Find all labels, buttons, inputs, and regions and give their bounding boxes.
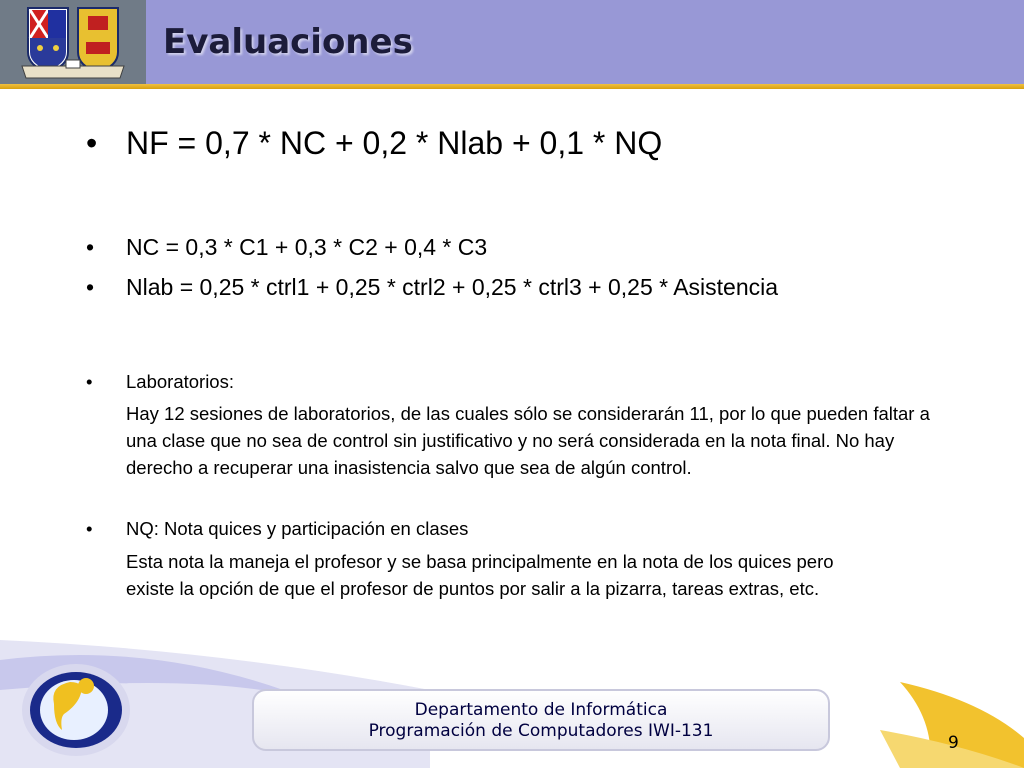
footer-department: Departamento de Informática xyxy=(414,700,668,720)
bullet-item xyxy=(86,124,662,162)
formula-nlab: Nlab = 0,25 * ctrl1 + 0,25 * ctrl2 + 0,25 * ctrl3 + 0,25 * Asistencia xyxy=(126,274,779,300)
page-number: 9 xyxy=(948,733,959,753)
bullet-marker: • xyxy=(86,371,93,392)
bullet-item xyxy=(86,517,468,541)
bullet-item xyxy=(86,274,778,301)
bullet-marker: • xyxy=(86,518,93,539)
bullet-marker: • xyxy=(86,234,95,260)
nq-detail: Esta nota la maneja el profesor y se basa principalmente en la nota de los quices pero existe la opción de que el profesor de puntos por salir a la pizarra, tareas extras, etc. xyxy=(126,551,834,599)
formula-nf: NF = 0,7 * NC + 0,2 * Nlab + 0,1 * NQ xyxy=(126,125,663,161)
laboratorios-heading: Laboratorios: xyxy=(126,371,234,392)
formula-nc: NC = 0,3 * C1 + 0,3 * C2 + 0,4 * C3 xyxy=(126,234,488,260)
footer-box xyxy=(252,689,830,751)
bullet-item xyxy=(86,234,487,261)
bullet-marker: • xyxy=(86,274,95,300)
laboratorios-detail: Hay 12 sesiones de laboratorios, de las cuales sólo se considerarán 11, por lo que pueden faltar a una clase que no sea de control sin justificativo y no será considerada en la nota final. No hay derecho a recuperar una inasistencia salvo que sea de algún control. xyxy=(126,403,930,478)
nq-heading: NQ: Nota quices y participación en clases xyxy=(126,518,469,539)
slide-title: Evaluaciones xyxy=(163,22,413,62)
footer-course: Programación de Computadores IWI-131 xyxy=(368,721,714,741)
bullet-item xyxy=(86,370,234,394)
bullet-marker: • xyxy=(86,125,98,161)
